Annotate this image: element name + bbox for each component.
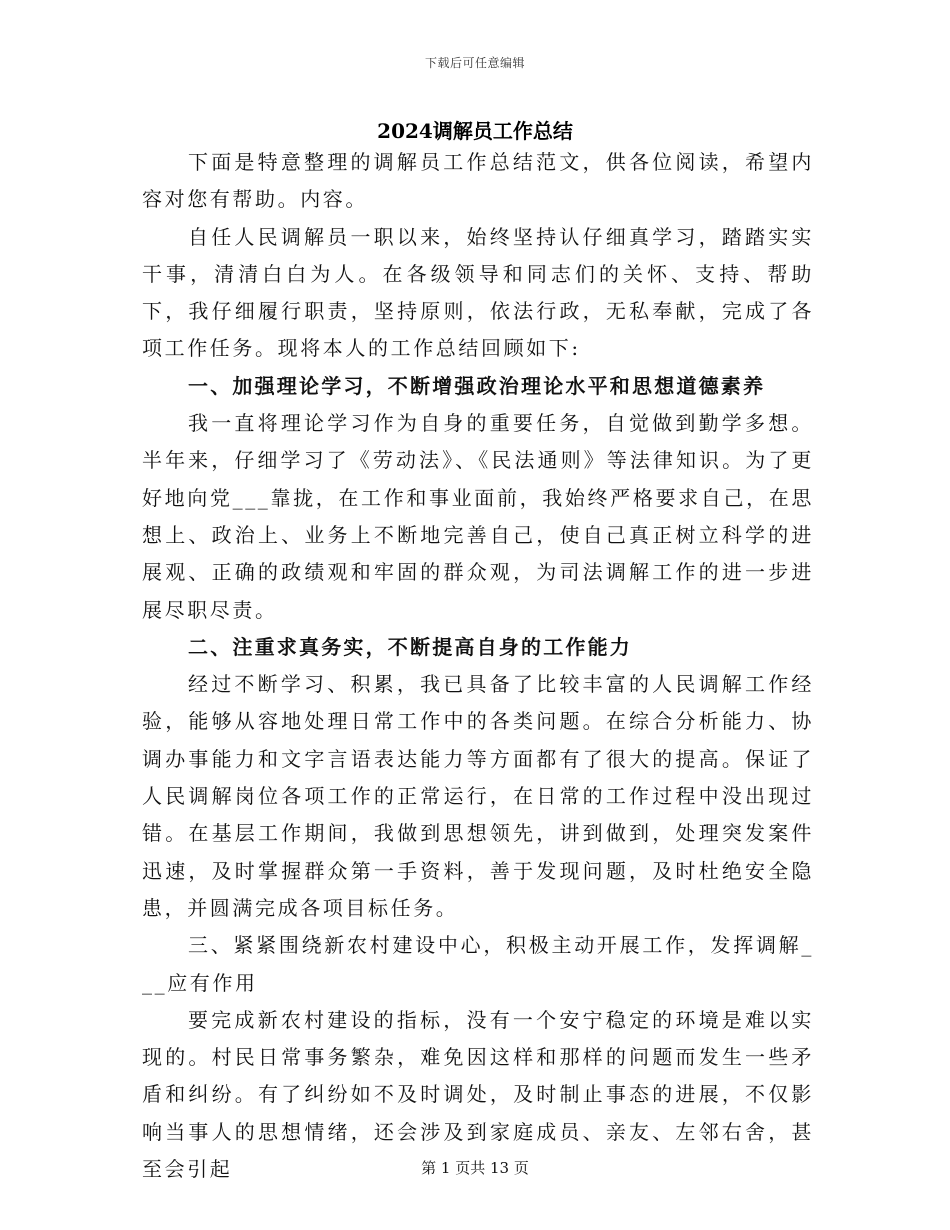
paragraph-overview: 自任人民调解员一职以来，始终坚持认仔细真学习，踏踏实实干事，清清白白为人。在各级领导和同志们的关怀、支持、帮助下，我仔细履行职责，坚持原则，依法行政，无私奉献，完成了各项工作任务。现将本人的工作总结回顾如下:	[142, 224, 814, 361]
paragraph-intro: 下面是特意整理的调解员工作总结范文，供各位阅读，希望内容对您有帮助。内容。	[142, 150, 814, 212]
document-body	[142, 144, 814, 1188]
section-heading-2: 二、注重求真务实，不断提高自身的工作能力	[188, 634, 632, 659]
document-title: 2024调解员工作总结	[377, 119, 573, 143]
header-note: 下载后可任意编辑	[424, 56, 525, 70]
section-heading-1: 一、加强理论学习，不断增强政治理论水平和思想道德素养	[188, 373, 766, 398]
paragraph-section-2: 经过不断学习、积累，我已具备了比较丰富的人民调解工作经验，能够从容地处理日常工作中的各类问题。在综合分析能力、协调办事能力和文字言语表达能力等方面都有了很大的提高。保证了人民调解岗位各项工作的正常运行，在日常的工作过程中没出现过错。在基层工作期间，我做到思想领先，讲到做到，处理突发案件迅速，及时掌握群众第一手资料，善于发现问题，及时杜绝安全隐患，并圆满完成各项目标任务。	[142, 672, 814, 920]
section-heading-3: 三、紧紧围绕新农村建设中心，积极主动开展工作，发挥调解___应有作用	[142, 933, 814, 995]
page-footer: 第 1 页共 13 页	[421, 1159, 529, 1177]
paragraph-section-1: 我一直将理论学习作为自身的重要任务，自觉做到勤学多想。半年来，仔细学习了《劳动法》、《民法通则》等法律知识。为了更好地向党___靠拢，在工作和事业面前，我始终严格要求自己，在思想上、政治上、业务上不断地完善自己，使自己真正树立科学的进展观、正确的政绩观和牢固的群众观，为司法调解工作的进一步进展尽职尽责。	[142, 411, 814, 622]
paragraph-section-3: 要完成新农村建设的指标，没有一个安宁稳定的环境是难以实现的。村民日常事务繁杂，难免因这样和那样的问题而发生一些矛盾和纠纷。有了纠纷如不及时调处，及时制止事态的进展，不仅影响当事人的思想情绪，还会涉及到家庭成员、亲友、左邻右舍，甚至会引起	[142, 1007, 814, 1182]
